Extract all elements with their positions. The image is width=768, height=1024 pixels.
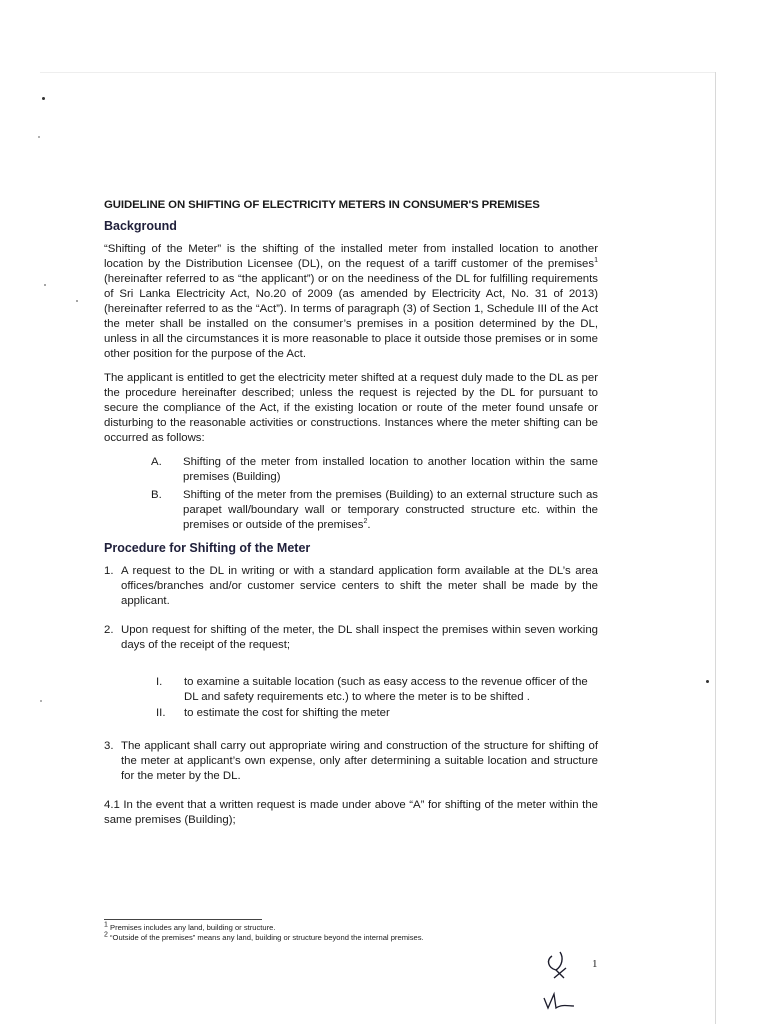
- scan-edge-right: [715, 72, 716, 1024]
- sub-steps-list: [104, 675, 598, 721]
- procedure-step: [104, 623, 598, 653]
- paragraph-1-text-a: “Shifting of the Meter” is the shifting of the installed meter from installed location to another location by the Distribution Licensee (DL), on the request of a tariff customer of the premises: [104, 243, 598, 270]
- list-item: [104, 706, 598, 721]
- step-marker: 1.: [104, 565, 114, 577]
- list-item-text: Shifting of the meter from installed location to another location within the same premises (Building): [183, 456, 598, 483]
- background-paragraph-2: The applicant is entitled to get the electricity meter shifted at a request duly made to the DL as per the procedure hereinafter described; unless the request is rejected by the DL for pursuant to secure the compliance of the Act, if the existing location or route of the meter found unsafe or disturbing to the reasonable activities or constructions. Instances where the meter shifting can be occurred as follows:: [104, 372, 598, 444]
- scan-speck: [42, 97, 45, 100]
- footnote: [104, 933, 574, 943]
- procedure-step: [104, 798, 598, 828]
- footnote-ref-2: 2: [363, 518, 368, 526]
- list-item-text: Shifting of the meter from the premises (Building) to an external structure such as parapet wall/boundary wall or temporary constructed structure etc. within the premises or outside of the premises: [183, 489, 598, 531]
- scan-speck: [40, 700, 42, 702]
- step-marker: 3.: [104, 740, 114, 752]
- list-item-text: to examine a suitable location (such as easy access to the revenue officer of the DL and safety requirements etc.) to where the meter is to be shifted .: [184, 676, 588, 703]
- step-text: A request to the DL in writing or with a standard application form available at the DL’s area offices/branches and/or customer service centers to shift the meter shall be made by the applicant.: [121, 565, 598, 607]
- list-marker: II.: [156, 707, 166, 719]
- footnote-ref-1: 1: [594, 257, 598, 265]
- list-marker: A.: [151, 456, 162, 468]
- step-text: In the event that a written request is made under above “A” for shifting of the meter within the same premises (Building);: [104, 799, 598, 826]
- step-text: Upon request for shifting of the meter, the DL shall inspect the premises within seven working days of the receipt of the request;: [121, 624, 598, 651]
- footnote-marker: 2: [104, 931, 108, 939]
- procedure-heading: Procedure for Shifting of the Meter: [104, 541, 311, 555]
- procedure-step: [104, 564, 598, 609]
- page-number: 1: [592, 958, 598, 970]
- document-title: GUIDELINE ON SHIFTING OF ELECTRICITY METERS IN CONSUMER'S PREMISES: [104, 199, 540, 211]
- step-text: The applicant shall carry out appropriate wiring and construction of the structure for shifting of the meter at applicant’s own expense, only after determining a suitable location and structure for the meter by the DL.: [121, 740, 598, 782]
- scan-speck: [44, 284, 46, 286]
- list-marker: I.: [156, 676, 163, 688]
- step-marker: 4.1: [104, 799, 120, 811]
- procedure-step: [104, 739, 598, 784]
- background-paragraph-1: [104, 242, 598, 362]
- scan-edge-top: [40, 72, 716, 73]
- list-item: [104, 675, 598, 705]
- footnote-rule: [104, 919, 262, 920]
- list-item-text: to estimate the cost for shifting the meter: [184, 707, 390, 719]
- list-item: [104, 488, 598, 533]
- list-item-end: .: [367, 519, 371, 531]
- scan-speck: [76, 300, 78, 302]
- background-heading: Background: [104, 219, 177, 233]
- footnote-marker: 1: [104, 921, 108, 929]
- footnote: [104, 923, 574, 933]
- list-marker: B.: [151, 489, 162, 501]
- document-body: [104, 198, 598, 842]
- step-marker: 2.: [104, 624, 114, 636]
- footnotes: [104, 919, 574, 943]
- scan-speck: [38, 136, 40, 138]
- instances-list: [104, 455, 598, 533]
- footnote-text: “Outside of the premises” means any land, building or structure beyond the internal premises.: [107, 933, 424, 942]
- footnote-text: Premises includes any land, building or structure.: [107, 923, 276, 932]
- handwritten-initials: [538, 948, 598, 1014]
- scan-speck: [706, 680, 709, 683]
- paragraph-1-text-b: (hereinafter referred to as “the applicant”) or on the neediness of the DL for fulfilling requirements of Sri Lanka Electricity Act, No.20 of 2009 (as amended by Electricity Act, No. 31 of 2013) (hereinafter referred to as the “Act”). In terms of paragraph (3) of Section 1, Schedule III of the Act the meter shall be installed on the consumer’s premises in a position determined by the DL, unless in all the circumstances it is more reasonable to place it outside those premises or in some other position for the purpose of the Act.: [104, 273, 598, 360]
- list-item: [104, 455, 598, 485]
